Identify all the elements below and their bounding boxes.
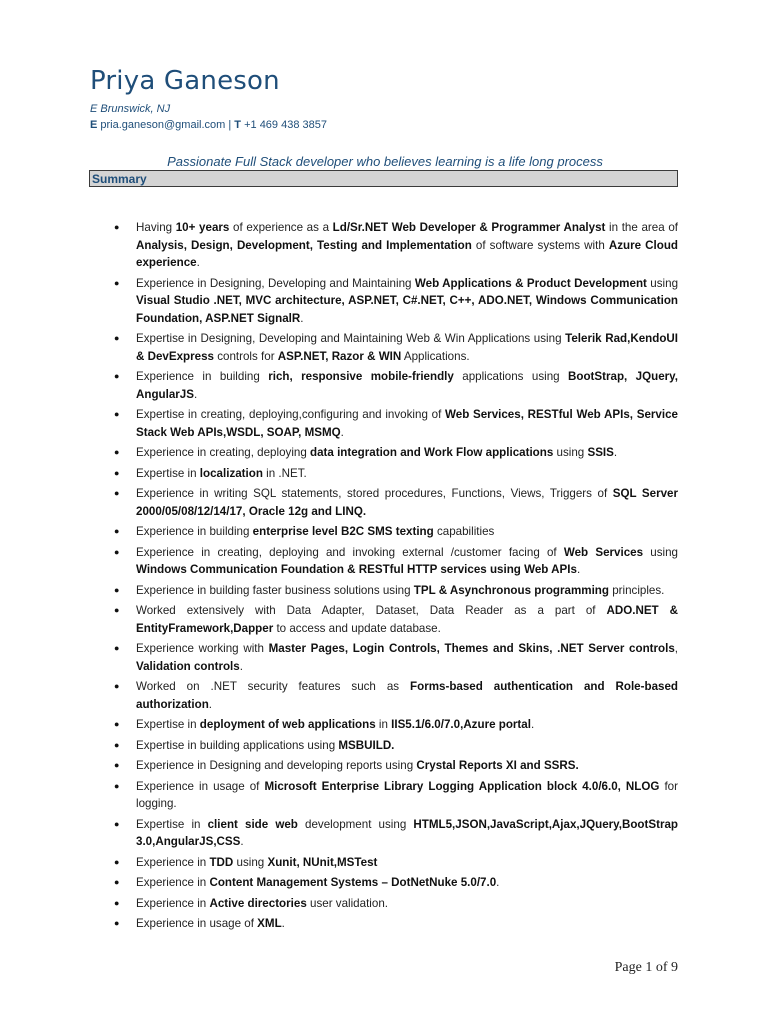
bullet-text: development using (297, 817, 414, 831)
bullet-text: Experience in usage of (136, 917, 258, 930)
bullet-text-bold: Analysis, Design, Development, Testing and Implementation (136, 238, 472, 252)
summary-bullet (112, 219, 678, 272)
bullet-text: Experience working with (136, 642, 269, 655)
bullet-text: . (208, 697, 213, 711)
summary-bullet (112, 406, 678, 441)
bullet-text: to access and update database. (273, 621, 441, 635)
bullet-text-bold: Active directories (209, 896, 307, 910)
bullet-text-bold: Crystal Reports XI and SSRS. (416, 759, 579, 772)
bullet-text: user validation. (306, 896, 388, 910)
bullet-text: applications using (453, 370, 569, 383)
bullet-text: using (553, 446, 588, 459)
summary-bullet (112, 465, 678, 483)
bullet-text-bold: Windows Communication Foundation & RESTful HTTP services using Web APIs (136, 563, 577, 576)
bullet-text: Experience in building (136, 370, 269, 383)
bullet-text: Worked extensively with Data Adapter, Dataset, Data Reader as a part of (136, 604, 607, 617)
bullet-text: Applications. (401, 349, 470, 363)
bullet-text: using (646, 276, 679, 290)
summary-bullet (112, 915, 678, 933)
summary-bullet (112, 330, 678, 365)
summary-bullet (112, 678, 678, 713)
bullet-text: Experience in Designing and developing reports using (136, 759, 417, 772)
bullet-text: . (530, 718, 535, 731)
bullet-text: in the area of (605, 221, 678, 234)
bullet-text-bold: Validation controls (136, 659, 240, 673)
summary-bullet (112, 485, 678, 520)
bullet-text: . (613, 446, 618, 459)
bullet-text: . (300, 311, 304, 325)
bullet-text: of software systems with (471, 238, 609, 252)
bullet-text: Having (136, 221, 176, 234)
bullet-text-bold: Azure Cloud experience (136, 238, 678, 269)
bullet-text: capabilities (433, 525, 495, 538)
bullet-text: Experience in (136, 855, 210, 869)
bullet-text-bold: Xunit, NUnit,MSTest (267, 855, 378, 869)
bullet-text: . (281, 917, 285, 930)
bullet-text: controls for (213, 349, 278, 363)
contact-separator: | (228, 119, 232, 131)
bullet-text-bold: 10+ years (175, 221, 230, 234)
bullet-text-bold: ADO.NET & EntityFramework,Dapper (136, 604, 678, 635)
bullet-text-bold: enterprise level B2C SMS texting (252, 525, 434, 538)
summary-bullet (112, 778, 678, 813)
summary-bullet (112, 895, 678, 913)
summary-bullet-list (112, 219, 678, 936)
bullet-text: Experience in Designing, Developing and Maintaining (136, 276, 415, 290)
summary-bullet (112, 582, 678, 600)
bullet-text-bold: Web Services, RESTful Web APIs, Service Stack Web APIs,WSDL, SOAP, MSMQ (136, 408, 678, 439)
bullet-text: Worked on .NET security features such as (136, 680, 411, 693)
bullet-text: Expertise in building applications using (136, 738, 339, 752)
bullet-text-bold: rich, responsive mobile-friendly (268, 370, 454, 383)
bullet-text: , (674, 642, 679, 655)
bullet-text-bold: Telerik Rad,KendoUI & DevExpress (136, 332, 678, 363)
bullet-text: Experience in (136, 876, 210, 889)
bullet-text: Expertise in (136, 718, 200, 731)
bullet-text: Experience in writing SQL statements, stored procedures, Functions, Views, Triggers of (136, 487, 613, 500)
bullet-text-bold: Visual Studio .NET, MVC architecture, ASP.NET, C#.NET, C++, ADO.NET, Windows Communication Foundation, ASP.NET SignalR (136, 294, 678, 325)
bullet-text: Experience in (136, 896, 210, 910)
bullet-text: for logging. (136, 779, 678, 810)
bullet-text-bold: ASP.NET, Razor & WIN (277, 349, 402, 363)
bullet-text: . (196, 256, 200, 269)
bullet-text: in (375, 718, 392, 731)
bullet-text-bold: XML (257, 917, 282, 930)
bullet-text: Expertise in creating, deploying,configuring and invoking of (136, 408, 446, 421)
bullet-text-bold: IIS5.1/6.0/7.0,Azure portal (391, 718, 531, 731)
bullet-text-bold: localization (199, 466, 263, 480)
bullet-text: Experience in building (136, 525, 253, 538)
bullet-text-bold: BootStrap, JQuery, AngularJS (136, 370, 678, 401)
summary-bullet (112, 737, 678, 755)
bullet-text-bold: TDD (209, 855, 234, 869)
bullet-text-bold: Content Management Systems – DotNetNuke 5.0/7.0 (209, 876, 497, 889)
phone-number: +1 469 438 3857 (244, 119, 327, 131)
bullet-text: . (576, 563, 581, 576)
summary-bullet (112, 523, 678, 541)
bullet-text-bold: Web Applications & Product Development (414, 276, 647, 290)
bullet-text-bold: Web Services (563, 545, 644, 559)
bullet-text-bold: Microsoft Enterprise Library Logging Application block 4.0/6.0, NLOG (264, 779, 660, 793)
summary-bullet (112, 716, 678, 734)
bullet-text-bold: Forms-based authentication and Role-based authorization (136, 680, 678, 711)
summary-bullet (112, 444, 678, 462)
bullet-text-bold: SSIS (587, 446, 614, 459)
email-label: E (90, 119, 98, 131)
bullet-text-bold: Master Pages, Login Controls, Themes and Skins, .NET Server controls (268, 642, 675, 655)
summary-section-header (89, 170, 678, 187)
bullet-text: Experience in usage of (136, 779, 265, 793)
bullet-text: Experience in building faster business solutions using (136, 583, 414, 597)
bullet-text-bold: HTML5,JSON,JavaScript,Ajax,JQuery,BootStrap 3.0,AngularJS,CSS (136, 817, 678, 848)
bullet-text: Experience in creating, deploying and invoking external /customer facing of (136, 545, 564, 559)
bullet-text-bold: Ld/Sr.NET Web Developer & Programmer Analyst (332, 221, 606, 234)
summary-bullet (112, 275, 678, 328)
bullet-text: in .NET. (262, 466, 307, 480)
bullet-text: Expertise in (136, 466, 200, 480)
candidate-name: Priya Ganeson (90, 66, 280, 96)
bullet-text: . (239, 659, 243, 673)
bullet-text: Expertise in (136, 817, 208, 831)
bullet-text-bold: SQL Server 2000/05/08/12/14/17, Oracle 12g and LINQ. (136, 487, 678, 518)
bullet-text-bold: TPL & Asynchronous programming (413, 583, 609, 597)
summary-bullet (112, 368, 678, 403)
tagline: Passionate Full Stack developer who believes learning is a life long process (167, 154, 603, 169)
bullet-text: using (233, 855, 268, 869)
contact-line (90, 119, 327, 131)
summary-bullet (112, 816, 678, 851)
bullet-text-bold: deployment of web applications (199, 718, 376, 731)
bullet-text: Expertise in Designing, Developing and Maintaining Web & Win Applications using (136, 332, 566, 345)
phone-label: T (234, 119, 242, 131)
bullet-text: Experience in creating, deploying (136, 446, 311, 459)
bullet-text: of experience as a (229, 221, 333, 234)
bullet-text: . (193, 387, 198, 401)
summary-bullet (112, 874, 678, 892)
bullet-text-bold: MSBUILD. (338, 738, 395, 752)
bullet-text: . (340, 425, 344, 439)
bullet-text-bold: client side web (207, 817, 298, 831)
page-number: Page 1 of 9 (614, 960, 678, 975)
summary-heading: Summary (92, 172, 147, 186)
summary-bullet (112, 602, 678, 637)
summary-bullet (112, 757, 678, 775)
bullet-text: . (496, 876, 500, 889)
bullet-text: using (643, 545, 678, 559)
bullet-text: . (240, 835, 244, 848)
location: E Brunswick, NJ (90, 103, 171, 115)
email-address[interactable]: pria.ganeson@gmail.com (100, 119, 226, 131)
summary-bullet (112, 854, 678, 872)
bullet-text: principles. (608, 583, 665, 597)
summary-bullet (112, 544, 678, 579)
bullet-text-bold: data integration and Work Flow applications (310, 446, 554, 459)
summary-bullet (112, 640, 678, 675)
